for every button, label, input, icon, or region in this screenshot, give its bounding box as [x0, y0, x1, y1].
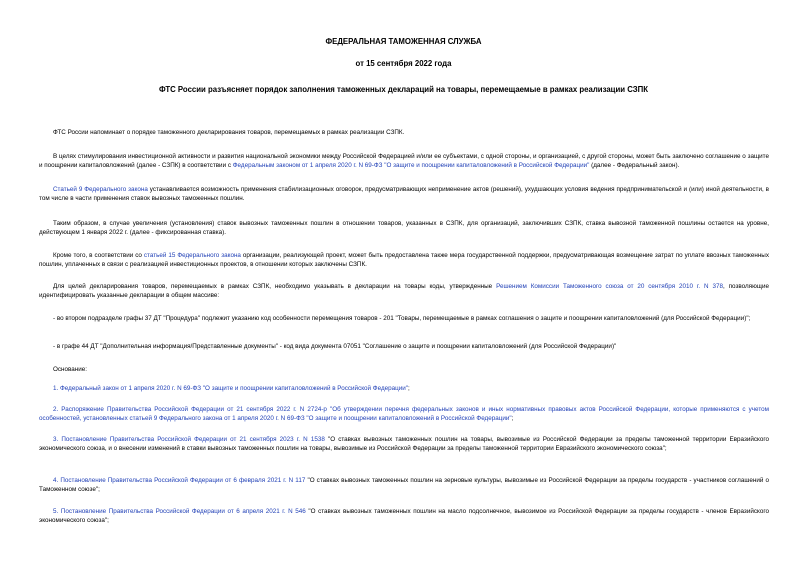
- federal-law-link[interactable]: Федеральным законом от 1 апреля 2020 г. N 69-ФЗ "О защите и поощрении капиталовложений в Российской Федерации": [232, 162, 590, 170]
- text: ;: [511, 415, 514, 423]
- article-9-link[interactable]: Статьей 9 Федерального закона: [53, 186, 148, 193]
- paragraph-szpk: [39, 152, 769, 170]
- basis-item-3: [39, 435, 769, 453]
- basis-link-4[interactable]: 4. Постановление Правительства Российской Федерации от 6 февраля 2021 г. N 117: [53, 477, 306, 484]
- article-15-link[interactable]: статьей 15 Федерального закона: [143, 252, 241, 259]
- text: "О ставках вывозных таможенных пошлин на зерновые культуры, вывозимые из Российской Федерации за пределы государств - участников соглашений о Таможенном союзе";: [39, 477, 769, 494]
- text: ;: [408, 385, 410, 392]
- text: "О ставках вывозных таможенных пошлин на товары, вывозимые из Российской Федерации за пределы таможенной территории Евразийского экономического союза, и о внесении изменений в ставки вывозных таможенных пошлин на товары, вывозимые из Российской Федерации за пределы таможенной территории Евразийского экономического союза";: [39, 436, 770, 453]
- paragraph-declaration: [39, 282, 769, 300]
- paragraph-article15: [39, 251, 769, 269]
- basis-label: Основание:: [53, 366, 88, 373]
- text: , позволяющие идентифицировать указанные декларации в общем массиве:: [39, 283, 770, 300]
- text: Для целей декларирования товаров, перемещаемых в рамках СЗПК, необходимо указывать в декларации на товары коды, утвержденные: [53, 283, 497, 290]
- document-title: ФТС России разъясняет порядок заполнения таможенных деклараций на товары, перемещаемые в рамках реализации СЗПК: [159, 85, 648, 94]
- paragraph-fixed-rate: Таким образом, в случае увеличения (установления) ставок вывозных таможенных пошлин в отношении товаров, указанных в СЗПК, для организаций, заключивших СЗПК, ставка вывозной таможенной пошлины остается на уровне, действующем 1 января 2022 г. (далее - фиксированная ставка).: [39, 220, 769, 237]
- basis-link-3[interactable]: 3. Постановление Правительства Российской Федерации от 21 сентября 2023 г. N 1538: [53, 436, 325, 443]
- paragraph-intro: ФТС России напоминает о порядке таможенного декларирования товаров, перемещаемых в рамках реализации СЗПК.: [53, 129, 405, 136]
- paragraph-box-44: - в графе 44 ДТ "Дополнительная информация/Представленные документы" - код вида документа 07051 "Соглашение о защите и поощрении капиталовложений (для Российской Федерации)": [53, 343, 617, 350]
- basis-item-1: [39, 384, 769, 393]
- basis-link-5[interactable]: 5. Постановление Правительства Российской Федерации от 6 апреля 2021 г. N 546: [53, 508, 306, 515]
- basis-item-4: [39, 476, 769, 494]
- paragraph-article9: [39, 185, 769, 203]
- paragraph-box-37: - во втором подразделе графы 37 ДТ "Процедура" подлежит указанию код особенности перемещения товаров - 201 "Товары, перемещаемые в рамках соглашения о защите и поощрении капиталовложений (для Российской Федерации)";: [53, 315, 751, 322]
- text: "О ставках вывозных таможенных пошлин на масло подсолнечное, вывозимое из Российской Федерации за пределы государств - членов Евразийского экономического союза";: [39, 508, 769, 525]
- text: В целях стимулирования инвестиционной активности и развития национальной экономики между Российской Федерацией и/или ее субъектами, с одной стороны, и организацией, с другой стороны, может быть заключено соглашение о защите и поощрении капиталовложений (далее - СЗПК) в соответствии с: [39, 153, 769, 170]
- text: Кроме того, в соответствии со: [53, 252, 144, 259]
- commission-decision-link[interactable]: Решением Комиссии Таможенного союза от 20 сентября 2010 г. N 378: [496, 283, 723, 290]
- basis-item-5: [39, 507, 769, 525]
- document-date: от 15 сентября 2022 года: [355, 59, 452, 68]
- basis-item-2: [39, 405, 769, 423]
- basis-link-1[interactable]: 1. Федеральный закон от 1 апреля 2020 г. N 69-ФЗ "О защите и поощрении капиталовложений в Российской Федерации": [53, 385, 409, 392]
- text: (далее - Федеральный закон).: [589, 162, 680, 170]
- basis-link-2[interactable]: 2. Распоряжение Правительства Российской Федерации от 21 сентября 2022 г. N 2724-р "Об утверждении перечня федеральных законов и иных нормативных правовых актов Российской Федерации, которые применяются с учетом особенностей, установленных статьей 9 Федерального закона от 1 апреля 2020 г. N 69-ФЗ "О защите и поощрении капиталовложений в Российской Федерации": [39, 406, 769, 423]
- text: организации, реализующей проект, может быть предоставлена также мера государственной поддержки, предусматривающая возмещение затрат по уплате ввозных таможенных пошлин, уплаченных в связи с реализацией инвестиционных проектов, в отношении которых заключены СЗПК.: [39, 252, 769, 269]
- text: устанавливается возможность применения стабилизационных оговорок, предусматривающих неприменение актов (решений), ухудшающих условия ведения предпринимательской и (или) иной деятельности, в том числе в части применения ставок вывозных таможенных пошлин.: [39, 186, 769, 203]
- agency-name: ФЕДЕРАЛЬНАЯ ТАМОЖЕННАЯ СЛУЖБА: [325, 37, 482, 46]
